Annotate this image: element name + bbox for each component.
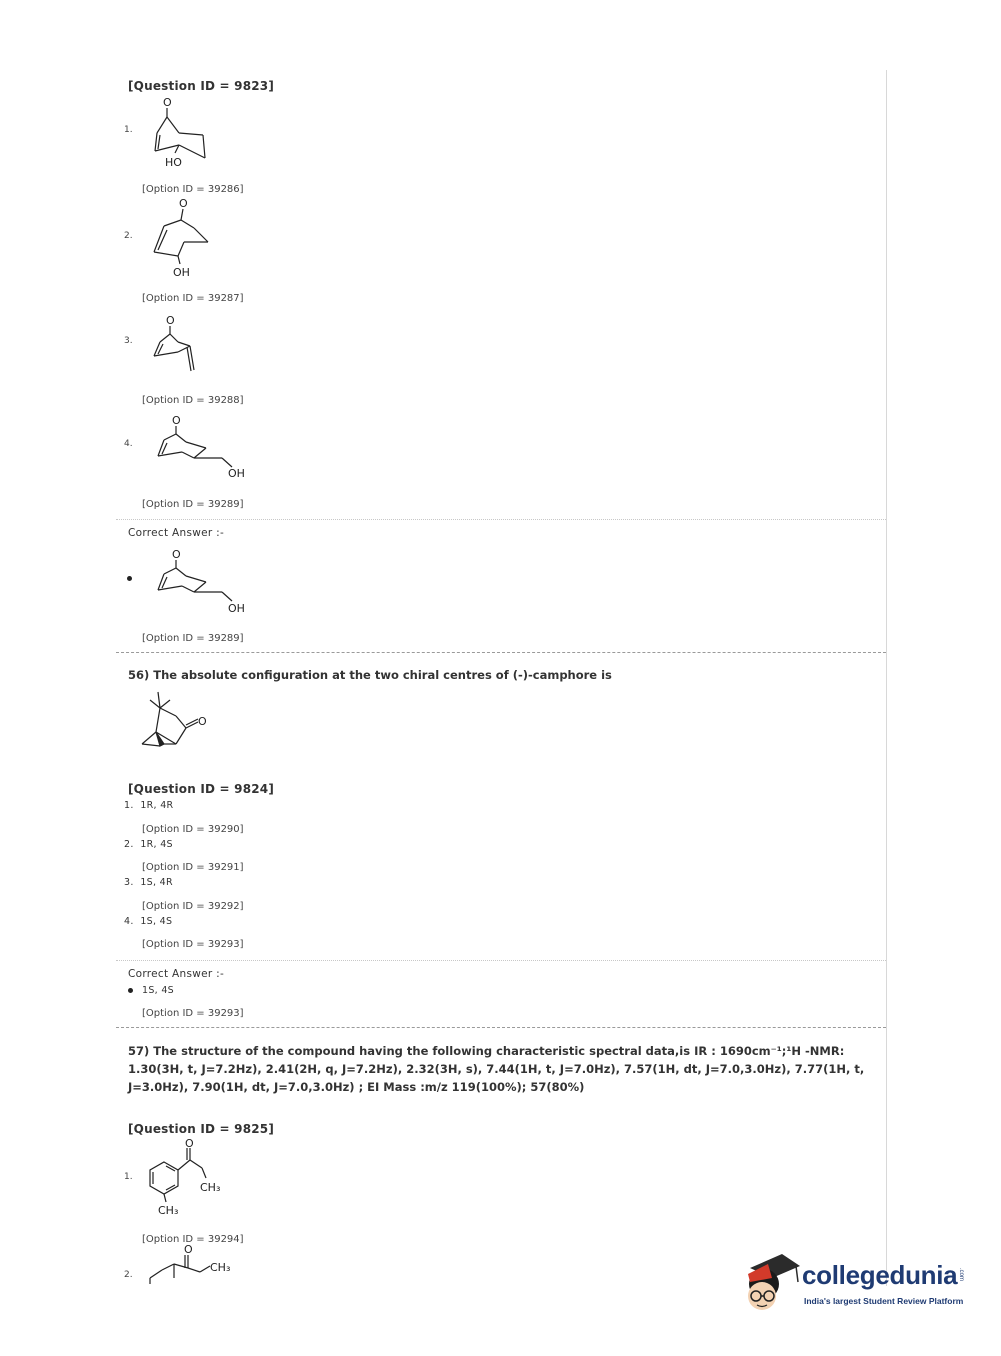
divider [116, 519, 886, 520]
svg-text:O: O [166, 314, 175, 327]
option-text: 1S, 4R [140, 877, 173, 888]
option-number: 3. [124, 877, 134, 888]
option-number: 2. [124, 1270, 133, 1280]
option-number: 4. [124, 916, 134, 927]
svg-text:OH: OH [228, 602, 245, 615]
bullet-icon [128, 988, 133, 993]
svg-text:O: O [185, 1137, 194, 1150]
question-id: [Question ID = 9824] [128, 782, 275, 796]
option-text: 1R, 4R [140, 800, 174, 811]
brand-name: collegedunia [802, 1260, 958, 1290]
svg-text:HO: HO [165, 156, 182, 169]
option-id: [Option ID = 39292] [142, 901, 244, 912]
option-item [124, 839, 173, 850]
brand-domain: .com [958, 1268, 964, 1282]
option-number: 1. [124, 1172, 133, 1182]
option-number: 2. [124, 231, 133, 241]
camphor-structure [136, 688, 216, 750]
svg-text:CH₃: CH₃ [158, 1204, 179, 1217]
brand-logo[interactable] [742, 1248, 972, 1320]
option-id: [Option ID = 39291] [142, 862, 244, 873]
option-item [124, 916, 172, 927]
bullet-icon [127, 576, 132, 581]
option-id: [Option ID = 39286] [142, 184, 244, 195]
brand-tagline: India's largest Student Review Platform [804, 1296, 964, 1306]
option-number: 1. [124, 125, 133, 135]
svg-text:O: O [163, 96, 172, 109]
correct-answer-label: Correct Answer :- [128, 527, 225, 539]
svg-text:O: O [184, 1243, 193, 1256]
option-4-structure [152, 410, 262, 485]
correct-answer-text: 1S, 4S [142, 985, 174, 996]
svg-text:CH₃: CH₃ [210, 1261, 231, 1274]
section-divider [116, 1027, 886, 1028]
option-2-structure [148, 196, 218, 281]
question-id: [Question ID = 9823] [128, 79, 275, 93]
option-id: [Option ID = 39290] [142, 824, 244, 835]
svg-text:O: O [172, 414, 181, 427]
option-item [124, 877, 173, 888]
option-id: [Option ID = 39289] [142, 499, 244, 510]
question-text: 57) The structure of the compound having the following characteristic spectral data,is IR : 1690cm⁻¹;¹H -NMR: 1.30(3H, t, J=7.2Hz), 2.41(2H, q, J=7.2Hz), 2.32(3H, s), 7.44(1H, t, J=7.0Hz), 7.57(1H, dt, J=7.0,3.0Hz), 7.77(1H, t, J=3.0Hz), 7.90(1H, dt, J=7.0,3.0Hz) ; EI Mass :m/z 119(100%); 57(80%) [128, 1044, 865, 1094]
correct-answer-structure [152, 544, 262, 619]
option-number: 3. [124, 336, 133, 346]
option-id: [Option ID = 39294] [142, 1234, 244, 1245]
option-item [124, 800, 173, 811]
option-2-structure [144, 1244, 244, 1284]
option-number: 1. [124, 800, 134, 811]
option-number: 4. [124, 439, 133, 449]
mascot-icon [742, 1250, 802, 1318]
option-number: 2. [124, 839, 134, 850]
section-divider [116, 652, 886, 653]
correct-answer-label: Correct Answer :- [128, 968, 225, 980]
question-id: [Question ID = 9825] [128, 1122, 275, 1136]
svg-text:O: O [172, 548, 181, 561]
option-3-structure [148, 312, 218, 382]
svg-text:OH: OH [228, 467, 245, 480]
divider [116, 960, 886, 961]
option-id: [Option ID = 39288] [142, 395, 244, 406]
svg-text:CH₃: CH₃ [200, 1181, 221, 1194]
option-id: [Option ID = 39293] [142, 1008, 244, 1019]
option-id: [Option ID = 39289] [142, 633, 244, 644]
svg-text:OH: OH [173, 266, 190, 279]
option-id: [Option ID = 39287] [142, 293, 244, 304]
option-1-structure [145, 95, 215, 170]
svg-text:O: O [179, 197, 188, 210]
question-text: 56) The absolute configuration at the two chiral centres of (-)-camphore is [128, 668, 612, 682]
option-1-structure [144, 1138, 234, 1220]
option-text: 1S, 4S [140, 916, 173, 927]
svg-text:O: O [198, 715, 207, 728]
option-id: [Option ID = 39293] [142, 939, 244, 950]
option-text: 1R, 4S [140, 839, 173, 850]
